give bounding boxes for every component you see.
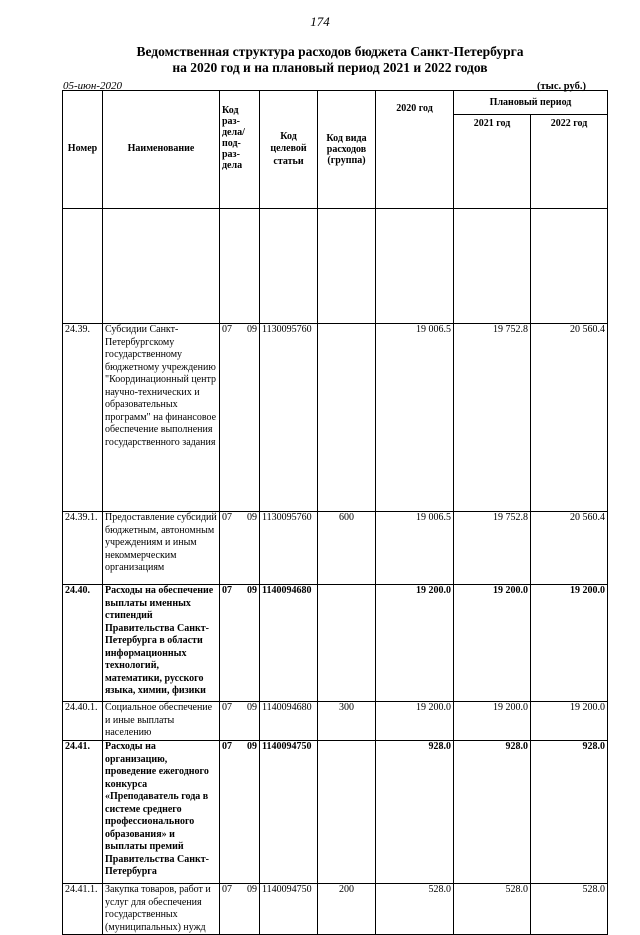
- podrazdel-code: 09: [247, 512, 257, 523]
- header-2021: 2021 год: [454, 115, 531, 209]
- podrazdel-code: 09: [247, 884, 257, 895]
- row-name: Закупка товаров, работ и услуг для обеспечения государственных (муниципальных) нужд: [103, 884, 220, 935]
- row-amount-2021: 928.0: [454, 741, 531, 884]
- razdel-code: 07: [222, 702, 232, 713]
- row-amount-2020: 19 200.0: [376, 702, 454, 741]
- row-razdel: [220, 585, 260, 702]
- row-amount-2020: 19 006.5: [376, 324, 454, 512]
- row-amount-2022: 528.0: [531, 884, 608, 935]
- podrazdel-code: 09: [247, 702, 257, 713]
- header-target: Код целевой статьи: [260, 91, 318, 209]
- podrazdel-code: 09: [247, 741, 257, 752]
- row-razdel: [220, 512, 260, 585]
- row-amount-2020: 928.0: [376, 741, 454, 884]
- row-number: 24.40.1.: [63, 702, 103, 741]
- row-name: Предоставление субсидий бюджетным, автономным учреждениям и иным некоммерческим организациям: [103, 512, 220, 585]
- table-row: [63, 741, 608, 884]
- title-line-2: на 2020 год и на плановый период 2021 и 2022 годов: [172, 60, 488, 75]
- units-label: (тыс. руб.): [537, 81, 586, 92]
- table-row: [63, 702, 608, 741]
- row-amount-2022: 928.0: [531, 741, 608, 884]
- row-amount-2020: 19 200.0: [376, 585, 454, 702]
- row-vid: [318, 585, 376, 702]
- header-name: Наименование: [103, 91, 220, 209]
- row-amount-2022: 19 200.0: [531, 702, 608, 741]
- row-target-code: 1140094750: [260, 884, 318, 935]
- row-target-code: 1130095760: [260, 324, 318, 512]
- row-name: Расходы на обеспечение выплаты именных стипендий Правительства Санкт-Петербурга в области информационных технологий, математики, русского языка, химии, физики: [103, 585, 220, 702]
- header-plan-period: Плановый период: [454, 91, 608, 115]
- row-number: 24.41.: [63, 741, 103, 884]
- header-2020: 2020 год: [376, 91, 454, 209]
- row-target-code: 1140094680: [260, 702, 318, 741]
- table-header: [63, 91, 608, 209]
- table-row: [63, 512, 608, 585]
- row-amount-2022: 20 560.4: [531, 512, 608, 585]
- razdel-code: 07: [222, 324, 232, 335]
- row-amount-2022: 20 560.4: [531, 324, 608, 512]
- table-row: [63, 884, 608, 935]
- table-row: [63, 585, 608, 702]
- table-body: [63, 209, 608, 935]
- row-vid: 300: [318, 702, 376, 741]
- row-amount-2020: 528.0: [376, 884, 454, 935]
- row-razdel: [220, 884, 260, 935]
- header-razdel: Код раз-дела/ под-раз-дела: [220, 91, 260, 209]
- row-razdel: [220, 324, 260, 512]
- row-number: 24.41.1.: [63, 884, 103, 935]
- row-vid: [318, 741, 376, 884]
- row-amount-2021: 19 752.8: [454, 512, 531, 585]
- title-line-1: Ведомственная структура расходов бюджета Санкт-Петербурга: [136, 44, 524, 59]
- row-razdel: [220, 741, 260, 884]
- document-title: [60, 44, 600, 76]
- row-amount-2021: 19 200.0: [454, 585, 531, 702]
- row-number: 24.39.: [63, 324, 103, 512]
- row-amount-2020: 19 006.5: [376, 512, 454, 585]
- row-number: 24.39.1.: [63, 512, 103, 585]
- page-number: 174: [310, 14, 330, 29]
- header-vid: Код вида расходов (группа): [318, 91, 376, 209]
- razdel-code: 07: [222, 741, 232, 752]
- row-target-code: 1140094680: [260, 585, 318, 702]
- table-row: [63, 324, 608, 512]
- budget-table: [62, 90, 608, 935]
- podrazdel-code: 09: [247, 324, 257, 335]
- row-name: Субсидии Санкт-Петербургскому государственному бюджетному учреждению "Координационный центр научно-технических и образовательных программ" на финансовое обеспечение выполнения государственного задания: [103, 324, 220, 512]
- razdel-code: 07: [222, 512, 232, 523]
- row-amount-2022: 19 200.0: [531, 585, 608, 702]
- row-name: Социальное обеспечение и иные выплаты населению: [103, 702, 220, 741]
- row-target-code: 1130095760: [260, 512, 318, 585]
- spacer-row: [63, 209, 608, 324]
- row-vid: 200: [318, 884, 376, 935]
- row-number: 24.40.: [63, 585, 103, 702]
- document-date: 05-июн-2020: [63, 80, 123, 92]
- podrazdel-code: 09: [247, 585, 257, 596]
- row-razdel: [220, 702, 260, 741]
- row-name: Расходы на организацию, проведение ежегодного конкурса «Преподаватель года в системе среднего профессионального образования» и выплаты премий Правительства Санкт-Петербурга: [103, 741, 220, 884]
- row-amount-2021: 528.0: [454, 884, 531, 935]
- razdel-code: 07: [222, 884, 232, 895]
- row-target-code: 1140094750: [260, 741, 318, 884]
- row-vid: [318, 324, 376, 512]
- row-vid: 600: [318, 512, 376, 585]
- razdel-code: 07: [222, 585, 232, 596]
- header-number: Номер: [63, 91, 103, 209]
- header-2022: 2022 год: [531, 115, 608, 209]
- row-amount-2021: 19 200.0: [454, 702, 531, 741]
- row-amount-2021: 19 752.8: [454, 324, 531, 512]
